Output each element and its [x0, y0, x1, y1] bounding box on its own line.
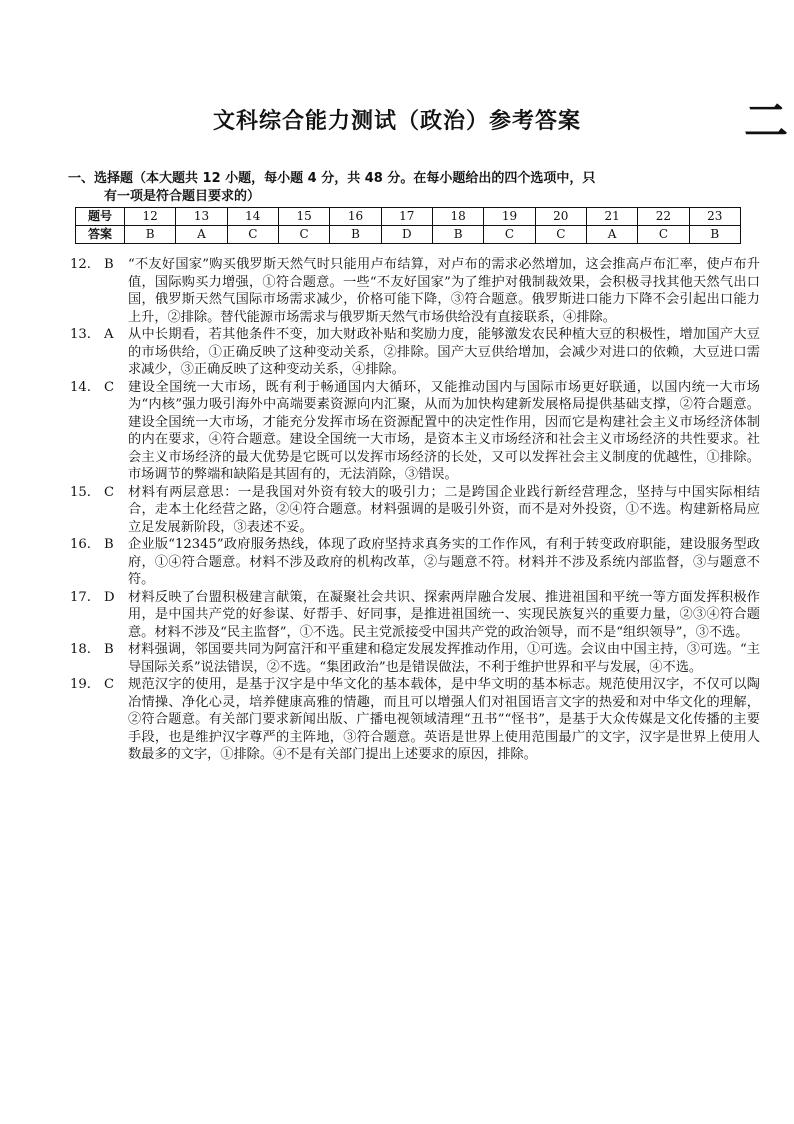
answer-cell: B	[432, 226, 483, 244]
explanation-item	[70, 589, 760, 642]
item-text: 材料反映了台盟积极建言献策，在凝聚社会共识、探索两岸融合发展、推进祖国和平统一等方面发挥积极作用，是中国共产党的好参谋、好帮手、好同事，是推进祖国统一、实现民族复兴的重要力量，②③④符合题意。材料不涉及“民主监督”，①不选。民主党派接受中国共产党的政治领导，而不是“组织领导”，③不选。	[128, 589, 760, 640]
question-number: 13	[176, 208, 227, 226]
item-answer: D	[104, 589, 115, 605]
row-label-number: 题号	[76, 208, 125, 226]
answer-cell: C	[484, 226, 535, 244]
item-answer: B	[104, 537, 114, 552]
explanation-list	[70, 256, 760, 764]
answer-cell: B	[330, 226, 381, 244]
question-number: 16	[330, 208, 381, 226]
item-text: “不友好国家”购买俄罗斯天然气时只能用卢布结算，对卢布的需求必然增加，这会推高卢布汇率，使卢布升值，国际购买力增强，①符合题意。一些“不友好国家”为了维护对俄制裁效果，会积极寻找其他天然气出口国，俄罗斯天然气国际市场需求减少，价格可能下降，③符合题意。俄罗斯进口能力下降不会引起出口能力上升，②排除。替代能源市场需求与俄罗斯天然气市场供给没有直接联系，④排除。	[128, 257, 760, 325]
answer-cell: C	[278, 226, 329, 244]
question-number: 22	[638, 208, 689, 226]
item-text: 材料强调，邻国要共同为阿富汗和平重建和稳定发展发挥推动作用，①可选。会议由中国主持，③可选。“主导国际关系”说法错误，②不选。“集团政治”也是错误做法，不利于维护世界和平与发展，④不选。	[128, 642, 760, 675]
item-text: 从中长期看，若其他条件不变，加大财政补贴和奖励力度，能够激发农民种植大豆的积极性，增加国产大豆的市场供给，①正确反映了这种变动关系，②排除。国产大豆供给增加，会减少对进口的依赖，大豆进口需求减少，③正确反映了这种变动关系，④排除。	[128, 327, 760, 377]
section-heading-line1: 一、选择题（本大题共 12 小题，每小题 4 分，共 48 分。在每小题给出的四个选项中，只	[68, 171, 596, 186]
corner-mark: 二	[744, 96, 786, 147]
explanation-item	[70, 326, 760, 379]
item-number: 17.	[70, 589, 91, 605]
section-heading-line2: 有一项是符合题目要求的）	[104, 189, 261, 204]
item-number: 12.	[70, 257, 91, 272]
row-label-answer: 答案	[76, 226, 125, 244]
question-number: 17	[381, 208, 432, 226]
item-answer: A	[104, 327, 114, 342]
item-answer: B	[104, 642, 114, 657]
item-text: 材料有两层意思：一是我国对外资有较大的吸引力；二是跨国企业践行新经营理念，坚持与中国实际相结合，走本土化经营之路，②④符合题意。材料强调的是吸引外资，而不是对外投资，①不选。构建新格局应立足发展新阶段，③表述不妥。	[128, 484, 760, 535]
explanation-item	[70, 256, 760, 326]
item-answer: B	[104, 257, 114, 272]
answer-table-number-row	[76, 208, 741, 226]
explanation-item	[70, 536, 760, 589]
answer-cell: A	[586, 226, 637, 244]
answer-cell: B	[689, 226, 740, 244]
question-number: 15	[278, 208, 329, 226]
item-number: 16.	[70, 537, 91, 552]
item-number: 14.	[70, 379, 91, 395]
answer-cell: B	[125, 226, 176, 244]
item-text: 建设全国统一大市场，既有利于畅通国内大循环，又能推动国内与国际市场更好联通，以国内统一大市场为“内核”强力吸引海外中高端要素资源向内汇聚，从而为加快构建新发展格局提供基础支撑，②符合题意。建设全国统一大市场，才能充分发挥市场在资源配置中的决定性作用，因而它是构建社会主义市场经济体制的内在要求，④符合题意。建设全国统一大市场，是资本主义市场经济和社会主义市场经济的共性要求。社会主义市场经济的最大优势是它既可以发挥市场经济的长处，又可以发挥社会主义制度的优越性，①排除。市场调节的弊端和缺陷是其固有的，无法消除，③错误。	[128, 379, 760, 482]
answer-table-answer-row	[76, 226, 741, 244]
explanation-item	[70, 379, 760, 484]
explanation-item	[70, 484, 760, 537]
item-answer: C	[104, 677, 115, 692]
question-number: 19	[484, 208, 535, 226]
item-number: 15.	[70, 484, 91, 500]
question-number: 18	[432, 208, 483, 226]
section-heading	[68, 170, 768, 206]
answer-cell: D	[381, 226, 432, 244]
item-number: 18.	[70, 642, 91, 657]
answer-table	[75, 207, 741, 244]
question-number: 14	[227, 208, 278, 226]
question-number: 20	[535, 208, 586, 226]
question-number: 21	[586, 208, 637, 226]
page-title: 文科综合能力测试（政治）参考答案	[212, 108, 581, 134]
question-number: 23	[689, 208, 740, 226]
explanation-item	[70, 676, 760, 764]
answer-cell: A	[176, 226, 227, 244]
item-number: 19.	[70, 677, 91, 692]
item-answer: C	[104, 379, 115, 395]
item-answer: C	[104, 484, 115, 500]
answer-cell: C	[638, 226, 689, 244]
item-number: 13.	[70, 327, 91, 342]
question-number: 12	[125, 208, 176, 226]
item-text: 企业版“12345”政府服务热线，体现了政府坚持求真务实的工作作风，有利于转变政府职能，建设服务型政府，①④符合题意。材料不涉及政府的机构改革，②与题意不符。材料并不涉及系统内部监督，③与题意不符。	[128, 537, 760, 587]
item-text: 规范汉字的使用，是基于汉字是中华文化的基本载体，是中华文明的基本标志。规范使用汉字，不仅可以陶冶情操、净化心灵，培养健康高雅的情趣，而且可以增强人们对祖国语言文字的热爱和对中华文化的理解，②符合题意。有关部门要求新闻出版、广播电视领域清理“丑书”“怪书”，是基于大众传媒是文化传播的主要手段，也是维护汉字尊严的主阵地，③符合题意。英语是世界上使用范围最广的文字，汉字是世界上使用人数最多的文字，①排除。④不是有关部门提出上述要求的原因，排除。	[128, 677, 760, 762]
answer-cell: C	[535, 226, 586, 244]
explanation-item	[70, 641, 760, 676]
answer-cell: C	[227, 226, 278, 244]
